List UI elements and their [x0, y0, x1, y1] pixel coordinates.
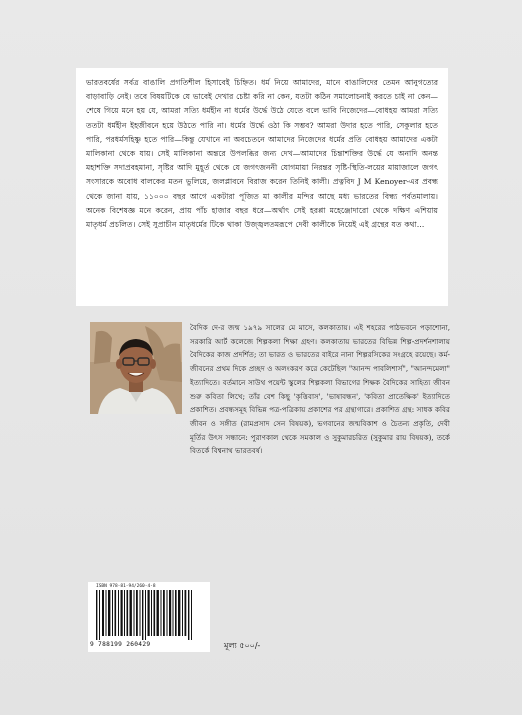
- barcode-icon: [88, 590, 210, 642]
- blurb-text: ভারতবর্ষের সর্বত্র বাঙালি প্রগতিশীল হিসাবেই চিহ্নিত। ধর্ম নিয়ে আমাদের, মানে বাঙালিদের তেমন আনুগত্যের বাড়াবাড়ি নেই। তবে বিষয়টিকে যে ভাবেই দেখার চেষ্টা করি না কেন, যতটা কঠিন সমালোচনাই করতে চাই না কেন—শেষে গিয়ে মনে হয় যে, আমরা সত্যি ধর্মহীন না ধর্মের উর্দ্ধে উঠে যেতে বলে ভাবি নিজেদের—বোধহয় আমরা সত্যি ততটা ধর্মহীন ইহজীবনে হয়ে উঠতে পারি না। ধর্মের উর্দ্ধে ওঠা কি সম্ভব? আমরা উদার হতে পারি, সেকুলার হতে পারি, পরধর্মসহিষ্ণু হতে পারি—কিন্তু যেখানে না অবচেতনে আমাদের নিজেদের ধর্মের প্রতি বোধহয় আমাদের একটা মালিকানা থেকে যায়। সেই মালিকানা অন্তরে উপলব্ধির জন্য দেখ—আমাদের চিন্তাশক্তির উর্দ্ধে যে অনাদি অনন্ত মহাশক্তি সদাপ্রবহমানা, সৃষ্টির আদি মুহূর্ত থেকে যে জগৎজননী যোগমায়া নিরন্তর সৃষ্টি-স্থিতি-লয়ের মায়াজালে জগৎ সংসারকে অবোধ বালকের মতন ভুলিয়ে, জলপ্লাবনে বিরাজ করেন তিনিই কালী। প্রত্নবিদ J M Kenoyer-এর প্রবন্ধ থেকে জানা যায়, ১১০০০ বছর আগে একটারা পূজিত মা কালীর মন্দির আছে মধ্য ভারতের বিন্ধ্য পর্বতমালায়। অনেক বিশেষজ্ঞ মনে করেন, প্রায় পাঁচ হাজার বছর ধরে—অর্থাৎ সেই হরপ্পা মহেঞ্জোদারো থেকে দক্ষিণ এশিয়ায় মাতৃধর্ম প্রচলিত। সেই সুপ্রাচীন মাতৃধর্মের টিকে থাকা উজ্জ্বলতমরূপে দেবী কালীকে নিয়েই এই গ্রন্থের যত কথা…: [86, 78, 438, 230]
- blurb-panel: [76, 68, 448, 306]
- isbn-line: ISBN 978-81-94/260-4-8: [96, 584, 156, 589]
- price-label: মূল্য ৫০০/-: [224, 641, 261, 650]
- isbn-barcode: [88, 582, 210, 652]
- barcode-number: 9 788199 260429: [90, 641, 151, 648]
- author-photo: [90, 322, 182, 414]
- author-bio: বৈদিক দে-র জন্ম ১৯৭৯ সালের মে মাসে, কলকাতায়। এই শহরের পাঠভবনে পড়াশোনা, সরকারি আর্ট কলেজে শিল্পকলা শিক্ষা গ্রহণ। কলকাতায় ভারতের বিভিন্ন শিল্প-প্রদর্শনশালায় বৈদিকের কাজ প্রদর্শিত; তা ভারত ও ভারতের বাইরে নানা শিল্পরসিকের সংগ্রহে রয়েছে। কর্ম-জীবনের প্রথম দিকে প্রচ্ছদ ও অলংকরণ করে কেটেছিল "আনন্দ পাবলিশার্স", "আনন্দমেলা" ইত্যাদিতে। বর্তমানে সাউথ পয়েন্ট স্কুলের শিল্পকলা বিভাগের শিক্ষক বৈদিকের সাহিত্য জীবন শুরু কবিতা লিখে; তাঁর বেশ কিছু 'কৃত্তিবাস', 'ভাষাবন্ধন', 'কবিতা প্রাতেক্ষিক' ইত্যাদিতে প্রকাশিত। প্রবন্ধসমূহ বিভিন্ন পত্র-পত্রিকায় প্রকাশের পর গ্রন্থাগারে। প্রকাশিত গ্রন্থ: সাধক কবির জীবন ও সঙ্গীত (রামপ্রসাদ সেন বিষয়ক), ভগবানের জন্মবিকাশ ও চৈতন্য প্রকৃতি, দেবী মূর্তির উৎস সন্ধানে: পুরাণকাল থেকে সমকাল ও সুকুমারচরিত (সুকুমার রায় বিষয়ক), তর্কে বিতর্কে বিশ্বনাথ ভারতবর্ষ।: [190, 323, 450, 456]
- author-portrait-icon: [90, 322, 182, 414]
